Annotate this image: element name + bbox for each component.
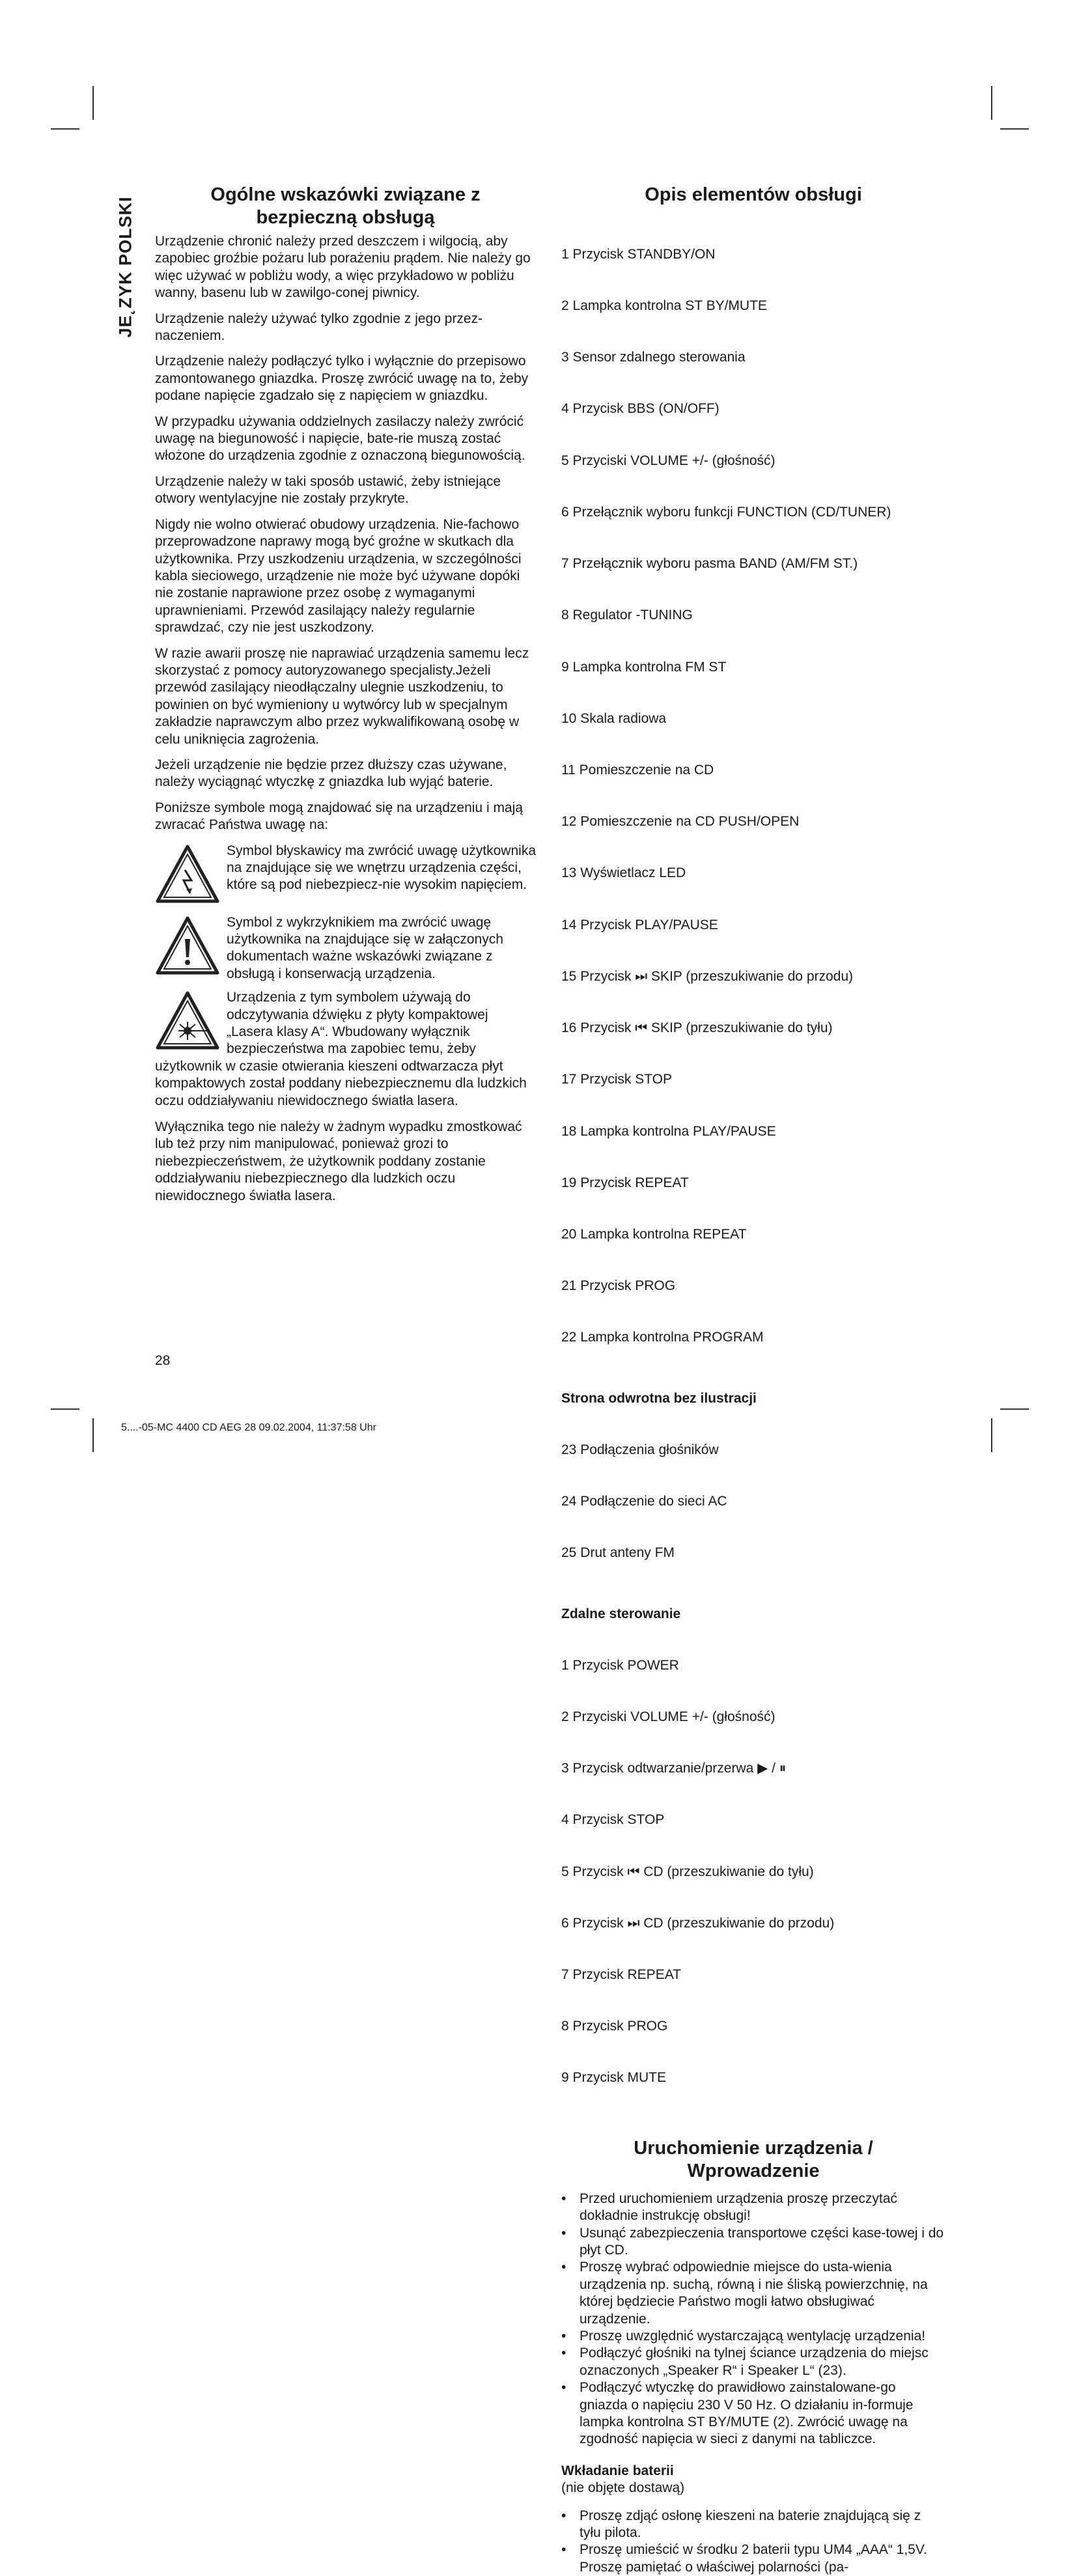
safety-column	[155, 184, 536, 1213]
safety-paragraph: Wyłącznika tego nie należy w żadnym wypadku zmostkować lub też przy nim manipulować, ponieważ grozi to niebezpieczeństwem, że użytkownik poddany zostanie oddziaływaniu niebezpiecznego dla ludzkich oczu niewidocznego światła lasera.	[155, 1119, 522, 1203]
lightning-warning-icon	[155, 843, 227, 908]
list-item: 24 Podłączenie do sieci AC	[561, 1494, 727, 1509]
list-item: 19 Przycisk REPEAT	[561, 1175, 689, 1190]
crop-mark	[1000, 1408, 1029, 1410]
list-item: 16 Przycisk ⏮ SKIP (przeszukiwanie do tyłu)	[561, 1020, 833, 1036]
exclamation-warning-icon	[155, 914, 227, 979]
list-item: • Proszę umieścić w środku 2 baterii typu UM4 „AAA“ 1,5V. Proszę pamiętać o właściwej polarności (pa-	[561, 2541, 945, 2576]
list-item: 20 Lampka kontrolna REPEAT	[561, 1226, 747, 1242]
safety-paragraph: W razie awarii proszę nie naprawiać urządzenia samemu lecz skorzystać z pomocy autoryzowanego specjalisty.Jeżeli przewód zasilający nieodłączalny ulegnie uszkodzeniu, to powinien on być wymieniony u wytwórcy lub w specjalnym zakładzie naprawczym albo przez wykwalifikowaną osobę w celu uniknięcia zagrożenia.	[155, 645, 529, 747]
list-item: • Przed uruchomieniem urządzenia proszę przeczytać dokładnie instrukcję obsługi!	[561, 2191, 945, 2225]
symbol-laser: Urządzenia z tym symbolem używają do odczytywania dźwięku z płyty kompaktowej „Lasera klasy A“. Wbudowany wyłącznik bezpieczeństwa ma zapobiec temu, żeby użytkownik w czasie otwierania kieszeni odtwarzacza płyt kompaktowych został poddany niebezpiecznemu dla ludzkich oczu oddziaływaniu niewidocznego światła lasera.	[155, 990, 527, 1108]
crop-mark	[991, 1418, 992, 1452]
list-item: • Proszę zdjąć osłonę kieszeni na baterie znajdującą się z tyłu pilota.	[561, 2508, 945, 2542]
laser-warning-icon	[155, 989, 227, 1054]
list-item: 1 Przycisk POWER	[561, 1657, 679, 1673]
startup-heading: Uruchomienie urządzenia / Wprowadzenie	[634, 2137, 873, 2181]
list-item: 14 Przycisk PLAY/PAUSE	[561, 917, 718, 932]
safety-paragraph: Urządzenie należy podłączyć tylko i wyłącznie do przepisowo zamontowanego gniazdka. Proszę zwrócić uwagę na to, żeby podane napięcie zgadzało się z napięciem w gniazdku.	[155, 354, 529, 404]
list-item: 23 Podłączenia głośników	[561, 1442, 719, 1457]
list-item: 7 Przycisk REPEAT	[561, 1967, 681, 1983]
crop-mark	[92, 1418, 94, 1452]
list-item: 8 Przycisk PROG	[561, 2019, 668, 2034]
page-number: 28	[155, 1353, 171, 1368]
list-item: 17 Przycisk STOP	[561, 1072, 672, 1087]
list-item: 22 Lampka kontrolna PROGRAM	[561, 1330, 764, 1345]
list-item: 15 Przycisk ⏭ SKIP (przeszukiwanie do przodu)	[561, 968, 854, 984]
battery-heading: Wkładanie baterii	[561, 2463, 674, 2478]
list-item: 11 Pomieszczenie na CD	[561, 763, 714, 777]
list-item: 4 Przycisk BBS (ON/OFF)	[561, 401, 720, 417]
list-item: 8 Regulator -TUNING	[561, 608, 693, 623]
list-item: 4 Przycisk STOP	[561, 1812, 665, 1828]
safety-paragraph: Nigdy nie wolno otwierać obudowy urządzenia. Nie-fachowo przeprowadzone naprawy mogą być groźne w skutkach dla użytkownika. Przy uszkodzeniu urządzenia, w szczególności kabla sieciowego, urządzenie nie może być używane dopóki nie zostanie naprawione przez osobę z wymaganymi uprawnieniami. Przewód zasilający należy regularnie sprawdzać, czy nie jest uszkodzony.	[155, 516, 522, 636]
controls-list	[561, 212, 945, 1381]
list-item: • Podłączyć wtyczkę do prawidłowo zainstalowane-go gniazda o napięciu 230 V 50 Hz. O działaniu in-formuje lampka kontrolna ST BY/MUTE (2). Zwrócić uwagę na zgodność napięcia w sieci z danymi na tabliczce.	[561, 2379, 945, 2448]
list-item: • Proszę uwzględnić wystarczającą wentylację urządzenia!	[561, 2328, 945, 2345]
safety-paragraph: Jeżeli urządzenie nie będzie przez dłuższy czas używane, należy wyciągnąć wtyczkę z gniazdka lub wyjąć baterie.	[155, 757, 507, 790]
symbol-exclamation: Symbol z wykrzyknikiem ma zwrócić uwagę użytkownika na znajdujące się w załączonych dokumentach ważne wskazówki związane z obsługą i konserwacją urządzenia.	[155, 914, 536, 983]
list-item: 18 Lampka kontrolna PLAY/PAUSE	[561, 1123, 776, 1139]
back-side-heading: Strona odwrotna bez ilustracji	[561, 1390, 757, 1406]
crop-mark	[991, 86, 992, 120]
list-item: 9 Lampka kontrolna FM ST	[561, 659, 727, 675]
list-item: 5 Przyciski VOLUME +/- (głośność)	[561, 453, 776, 468]
language-tab	[109, 186, 142, 348]
controls-column	[561, 184, 945, 2576]
battery-note: (nie objęte dostawą)	[561, 2480, 685, 2496]
safety-paragraph: W przypadku używania oddzielnych zasilaczy należy zwrócić uwagę na biegunowość i napięcie, bate-rie muszą zostać włożone do urządzenia zgodnie z oznaczoną biegunowością.	[155, 413, 525, 464]
symbol-lightning: Symbol błyskawicy ma zwrócić uwagę użytkownika na znajdujące się we wnętrzu urządzenia części, które są pod niebezpiecz-nie wysokim napięciem.	[155, 843, 536, 908]
safety-heading: Ogólne wskazówki związane z bezpieczną obsługą	[210, 184, 481, 228]
list-item: 6 Przełącznik wyboru funkcji FUNCTION (CD/TUNER)	[561, 504, 891, 520]
safety-paragraph: Poniższe symbole mogą znajdować się na urządzeniu i mają zwracać Państwa uwagę na:	[155, 800, 523, 833]
crop-mark	[51, 1408, 79, 1410]
list-item: 21 Przycisk PROG	[561, 1278, 676, 1294]
list-item: 3 Przycisk odtwarzanie/przerwa ▶ / ⏸	[561, 1761, 787, 1776]
crop-mark	[1000, 128, 1029, 130]
remote-list	[561, 1623, 945, 2121]
list-item: 12 Pomieszczenie na CD PUSH/OPEN	[561, 814, 800, 830]
list-item: 25 Drut anteny FM	[561, 1545, 675, 1561]
battery-list	[561, 2508, 945, 2576]
list-item: 3 Sensor zdalnego sterowania	[561, 350, 746, 365]
list-item: 1 Przycisk STANDBY/ON	[561, 246, 716, 262]
list-item: 5 Przycisk ⏮ CD (przeszukiwanie do tyłu)	[561, 1864, 814, 1879]
back-side-list	[561, 1407, 945, 1596]
list-item: • Proszę wybrać odpowiednie miejsce do usta-wienia urządzenia np. suchą, równą i nie śliską powierzchnię, na której będziecie Państwo mogli łatwo obsługiwać urządzenie.	[561, 2259, 945, 2328]
list-item: 10 Skala radiowa	[561, 710, 667, 726]
list-item: • Usunąć zabezpieczenia transportowe części kase-towej i do płyt CD.	[561, 2225, 945, 2260]
list-item: 2 Przyciski VOLUME +/- (głośność)	[561, 1709, 776, 1724]
safety-paragraph: Urządzenie chronić należy przed deszczem i wilgocią, aby zapobiec groźbie pożaru lub porażeniu prądem. Nie należy go więc używać w pobliżu wody, a więc przykładowo w pobliżu wanny, basenu lub w zawilgo-conej piwnicy.	[155, 234, 531, 301]
list-item: • Podłączyć głośniki na tylnej ściance urządzenia do miejsc oznaczonych „Speaker R“ i Speaker L“ (23).	[561, 2345, 945, 2379]
crop-mark	[51, 128, 79, 130]
list-item: 13 Wyświetlacz LED	[561, 865, 686, 881]
startup-list	[561, 2191, 945, 2448]
list-item: 9 Przycisk MUTE	[561, 2070, 667, 2086]
list-item: 6 Przycisk ⏭ CD (przeszukiwanie do przodu)	[561, 1915, 835, 1931]
list-item: 7 Przełącznik wyboru pasma BAND (AM/FM ST.)	[561, 556, 858, 572]
safety-paragraph: Urządzenie należy używać tylko zgodnie z jego przez-naczeniem.	[155, 311, 483, 344]
safety-paragraph: Urządzenie należy w taki sposób ustawić, żeby istniejące otwory wentylacyjne nie zostały przykryte.	[155, 473, 501, 507]
print-footer: 5....-05-MC 4400 CD AEG 28 09.02.2004, 11:37:58 Uhr	[121, 1422, 376, 1433]
remote-heading: Zdalne sterowanie	[561, 1606, 681, 1621]
crop-mark	[92, 86, 94, 120]
list-item: 2 Lampka kontrolna ST BY/MUTE	[561, 298, 767, 314]
language-tab-label: JE˛ZYK POLSKI	[115, 196, 135, 338]
controls-heading: Opis elementów obsługi	[645, 184, 862, 205]
